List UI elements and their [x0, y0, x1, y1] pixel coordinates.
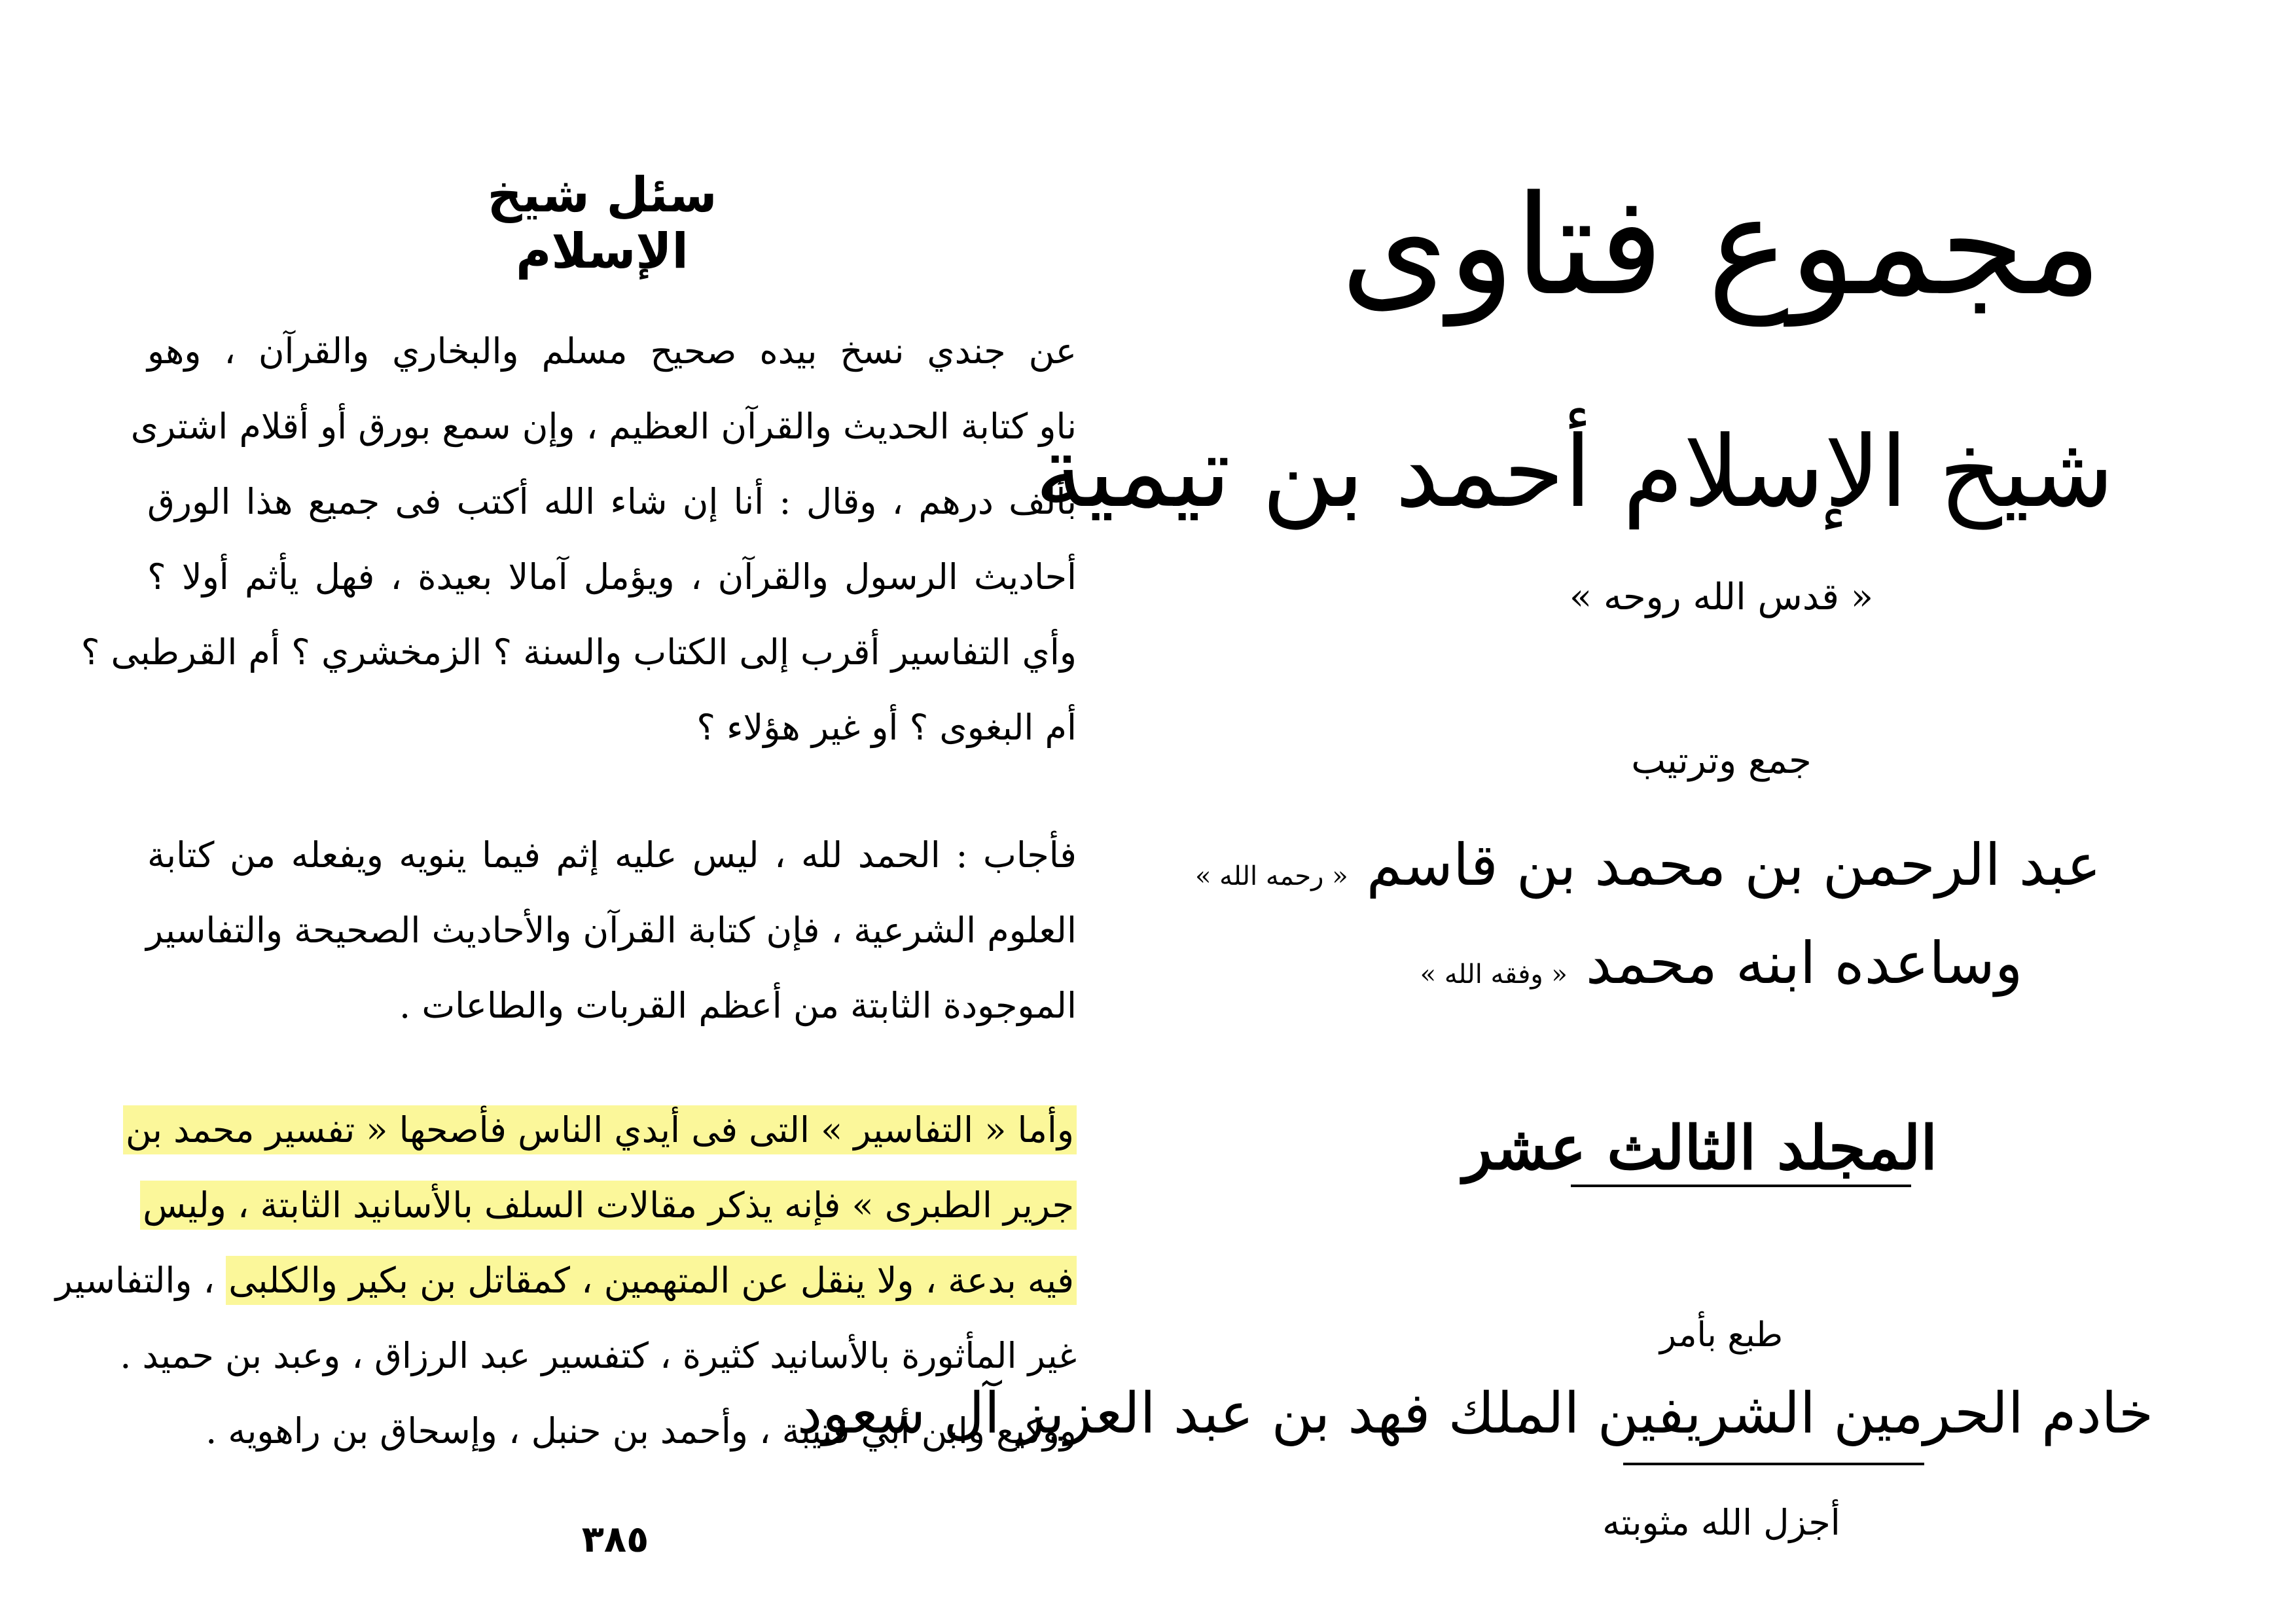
text-fragment: ، والتفاسير	[55, 1260, 226, 1301]
sponsor-name: خادم الحرمين الشريفين الملك فهد بن عبد العزيز آل سعود	[797, 1381, 2153, 1446]
text-line: وأي التفاسير أقرب إلى الكتاب والسنة ؟ الزمخشري ؟ أم القرطبى ؟	[81, 632, 1077, 673]
printed-by-label: طبع بأمر	[1659, 1315, 1784, 1355]
sponsor-underline	[1623, 1463, 1924, 1465]
reward-phrase: أجزل الله مثوبته	[1602, 1502, 1840, 1543]
text-line: أم البغوى ؟ أو غير هؤلاء ؟	[696, 707, 1077, 748]
text-line: العلوم الشرعية ، فإن كتابة القرآن والأحاديث الصحيحة والتفاسير	[146, 910, 1077, 951]
text-line: عن جندي نسخ بيده صحيح مسلم والبخاري والقرآن ، وهو	[147, 330, 1077, 372]
assistant-name: وساعده ابنه محمد	[1585, 929, 2023, 997]
highlighted-line	[125, 1109, 1077, 1150]
book-author: شيخ الإسلام أحمد بن تيمية	[1035, 416, 2114, 529]
assistant-note: « وفقه الله »	[1420, 959, 1568, 990]
text-line: أحاديث الرسول والقرآن ، ويؤمل آمالا بعيدة ، فهل يأثم أولا ؟	[147, 556, 1077, 597]
text-line	[55, 1260, 1077, 1301]
page-number: ٣٨٥	[581, 1518, 649, 1561]
text-line: الموجودة الثابتة من أعظم القربات والطاعات .	[399, 985, 1077, 1026]
compiler-line	[1194, 831, 2101, 899]
compiler-note: « رحمه الله »	[1194, 861, 1348, 891]
highlight: جرير الطبرى » فإنه يذكر مقالات السلف بالأسانيد الثابتة ، وليس	[140, 1181, 1077, 1230]
compiled-by-label: جمع وترتيب	[1631, 740, 1812, 782]
highlight: فيه بدعة ، ولا ينقل عن المتهمين ، كمقاتل بن بكير والكلبى	[226, 1256, 1077, 1305]
text-line: بألف درهم ، وقال : أنا إن شاء الله أكتب فى جميع هذا الورق	[147, 481, 1077, 522]
text-line: ووكيع وابن أبي قتيبة ، وأحمد بن حنبل ، وإسحاق بن راهويه .	[206, 1410, 1077, 1452]
text-line: ناو كتابة الحديث والقرآن العظيم ، وإن سمع بورق أو أقلام اشترى	[130, 406, 1077, 447]
highlighted-line	[143, 1185, 1077, 1226]
highlight: وأما « التفاسير » التى فى أيدي الناس فأصحها « تفسير محمد بن	[123, 1105, 1077, 1154]
compiler-name: عبد الرحمن بن محمد بن قاسم	[1366, 831, 2101, 899]
book-title: مجموع فتاوى	[1340, 166, 2102, 326]
text-line: غير المأثورة بالأسانيد كثيرة ، كتفسير عبد الرزاق ، وعبد بن حميد .	[120, 1335, 1077, 1376]
assistant-line	[1342, 929, 2101, 997]
author-blessing: « قدس الله روحه »	[1569, 576, 1874, 618]
section-heading: سئل شيخ الإسلام	[487, 167, 717, 279]
text-line: فأجاب : الحمد لله ، ليس عليه إثم فيما ينويه ويفعله من كتابة	[147, 834, 1077, 876]
volume-title: المجلد الثالث عشر	[1463, 1113, 1937, 1183]
volume-underline	[1571, 1185, 1911, 1187]
